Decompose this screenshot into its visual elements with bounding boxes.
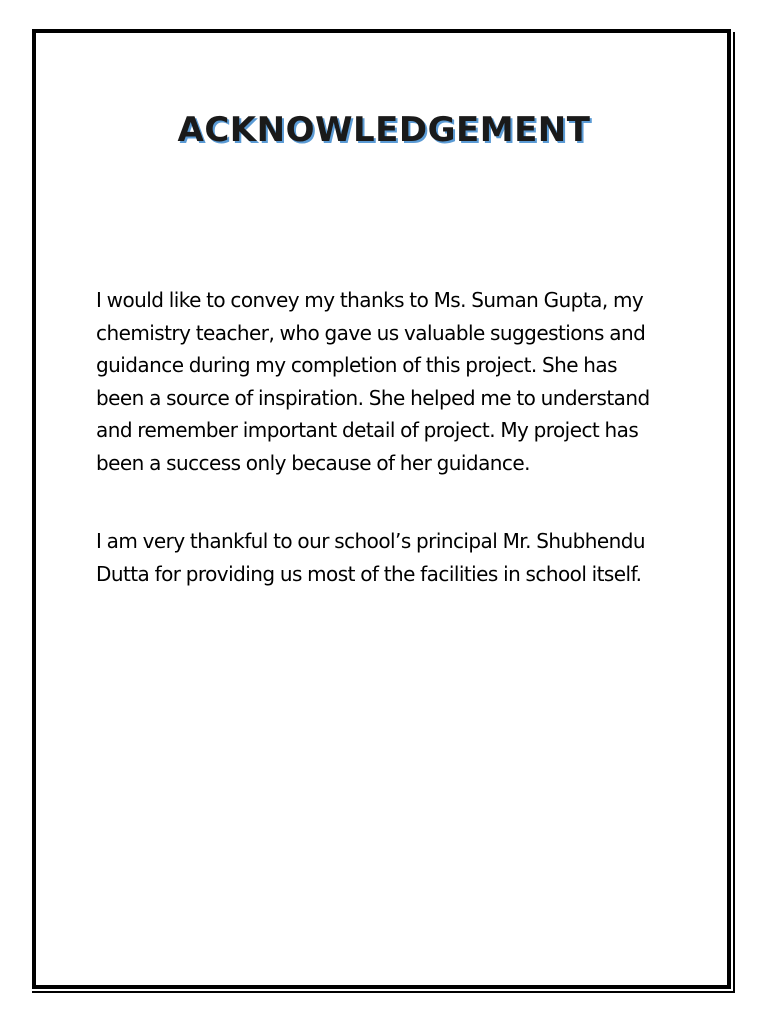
page-border-shadow-right [733, 32, 735, 993]
paragraph-line: chemistry teacher, who gave us valuable suggestions and [96, 320, 646, 345]
page-border-shadow-bottom [32, 991, 735, 993]
paragraph-line: and remember important detail of project. My project has [96, 418, 639, 442]
paragraph-line: I would like to convey my thanks to Ms. Suman Gupta, my [96, 288, 644, 312]
page-title: ACKNOWLEDGEMENT [177, 110, 591, 150]
paragraph-line: I am very thankful to our school’s principal Mr. Shubhendu [96, 529, 646, 553]
paragraph-thanks-principal [96, 525, 696, 590]
paragraph-thanks-teacher [96, 284, 696, 479]
paragraph-line: been a success only because of her guidance. [96, 450, 530, 475]
paragraph-line: been a source of inspiration. She helped me to understand [96, 385, 650, 410]
paragraph-line: guidance during my completion of this project. She has [96, 353, 618, 377]
page-border [32, 29, 731, 989]
paragraph-line: Dutta for providing us most of the facilities in school itself. [96, 561, 642, 586]
